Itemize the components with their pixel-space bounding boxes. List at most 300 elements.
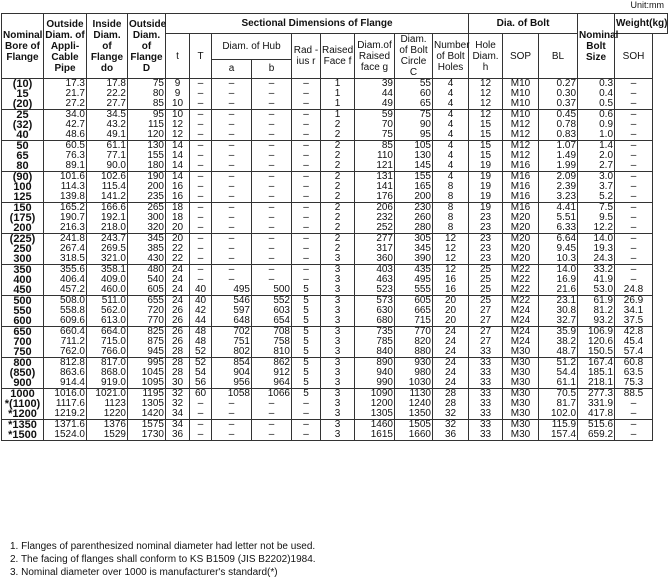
header-nominal-bore: Nominal Bore of Flange xyxy=(2,14,44,79)
table-cell: 18 xyxy=(166,203,190,214)
table-cell: 14 xyxy=(166,161,190,172)
table-cell: 16 xyxy=(166,182,190,192)
table-cell: 0.83 xyxy=(539,130,578,141)
table-cell: 945 xyxy=(128,347,166,358)
table-cell: 105 xyxy=(395,141,433,152)
nominal-bore-cell: 25 xyxy=(2,110,44,121)
table-cell: – xyxy=(615,172,653,183)
table-cell: 4 xyxy=(433,172,469,183)
table-cell: – xyxy=(292,254,321,265)
table-cell: 22.2 xyxy=(87,89,128,99)
table-cell: 95 xyxy=(395,130,433,141)
table-cell: – xyxy=(252,110,292,121)
header-hole-diam: Hole Diam. h xyxy=(469,34,503,79)
table-cell: – xyxy=(212,213,252,223)
nominal-bore-cell: 40 xyxy=(2,130,44,141)
table-cell: – xyxy=(212,430,252,441)
table-cell: M12 xyxy=(503,120,539,130)
table-cell: 36 xyxy=(166,430,190,441)
table-cell: 463 xyxy=(355,275,395,285)
table-cell: 810 xyxy=(252,347,292,358)
table-cell: 17.8 xyxy=(87,79,128,90)
table-cell: 33 xyxy=(469,358,503,369)
table-cell: – xyxy=(292,141,321,152)
table-cell: 5 xyxy=(292,378,321,389)
table-cell: 4 xyxy=(433,110,469,121)
table-cell: 480 xyxy=(128,265,166,276)
table-cell: 75 xyxy=(128,79,166,90)
table-cell: 93.2 xyxy=(578,316,615,327)
nominal-bore-cell: 1000 xyxy=(2,389,44,400)
table-cell: 7.5 xyxy=(578,203,615,214)
table-cell: 16 xyxy=(433,275,469,285)
table-cell: – xyxy=(212,182,252,192)
table-cell: 60 xyxy=(190,389,212,400)
table-cell: 355.6 xyxy=(44,265,87,276)
table-cell: – xyxy=(190,234,212,245)
table-cell: 2.39 xyxy=(539,182,578,192)
table-cell: 130 xyxy=(128,141,166,152)
table-cell: 52 xyxy=(190,347,212,358)
table-cell: 1030 xyxy=(395,378,433,389)
table-cell: 630 xyxy=(355,306,395,316)
table-cell: 44 xyxy=(355,89,395,99)
table-cell: 33 xyxy=(469,368,503,378)
table-cell: – xyxy=(615,223,653,234)
table-cell: 1.4 xyxy=(578,141,615,152)
table-cell: M12 xyxy=(503,130,539,141)
nominal-bore-cell: 300 xyxy=(2,254,44,265)
table-cell: 243.7 xyxy=(87,234,128,245)
table-cell: 33 xyxy=(469,347,503,358)
table-cell: 20 xyxy=(433,296,469,307)
table-cell: – xyxy=(292,182,321,192)
table-cell: 2 xyxy=(321,151,355,161)
table-cell: 9.5 xyxy=(578,213,615,223)
table-cell: – xyxy=(212,79,252,90)
table-cell: 51.2 xyxy=(539,358,578,369)
table-cell: 430 xyxy=(128,254,166,265)
table-cell: 3 xyxy=(321,420,355,431)
table-cell: 914.4 xyxy=(44,378,87,389)
table-cell: 166.6 xyxy=(87,203,128,214)
nominal-bore-cell: *1500 xyxy=(2,430,44,441)
table-cell: 758 xyxy=(252,337,292,347)
table-cell: 9 xyxy=(166,89,190,99)
header-dia-of-bolt: Dia. of Bolt xyxy=(469,14,578,34)
table-cell: 167.4 xyxy=(578,358,615,369)
table-cell: 14.0 xyxy=(578,234,615,245)
table-cell: 3 xyxy=(321,430,355,441)
table-cell: 14.0 xyxy=(539,265,578,276)
table-cell: – xyxy=(252,420,292,431)
table-cell: 403 xyxy=(355,265,395,276)
table-cell: 33 xyxy=(469,409,503,420)
table-cell: 840 xyxy=(355,347,395,358)
table-cell: 24 xyxy=(166,275,190,285)
table-cell: – xyxy=(615,399,653,409)
table-cell: 24.3 xyxy=(578,254,615,265)
table-cell: 24 xyxy=(166,265,190,276)
table-cell: 854 xyxy=(212,358,252,369)
table-cell: 659.2 xyxy=(578,430,615,441)
table-cell: – xyxy=(292,151,321,161)
table-cell: 218.1 xyxy=(578,378,615,389)
table-cell: 75 xyxy=(355,130,395,141)
nominal-bore-cell: 900 xyxy=(2,378,44,389)
table-cell: 130 xyxy=(395,151,433,161)
table-cell: 19.3 xyxy=(578,244,615,254)
table-cell: – xyxy=(615,409,653,420)
table-cell: M16 xyxy=(503,182,539,192)
table-cell: 511.0 xyxy=(87,296,128,307)
table-cell: 4.41 xyxy=(539,203,578,214)
header-outside-diam-flange: Outside Diam. of Flange D xyxy=(128,14,166,79)
table-cell: 27 xyxy=(469,306,503,316)
table-cell: – xyxy=(615,161,653,172)
nominal-bore-cell: 150 xyxy=(2,203,44,214)
table-cell: – xyxy=(615,130,653,141)
table-cell: 5 xyxy=(292,316,321,327)
table-cell: 956 xyxy=(212,378,252,389)
header-hub-b: b xyxy=(252,59,292,78)
table-cell: 155 xyxy=(128,151,166,161)
table-cell: M30 xyxy=(503,399,539,409)
table-cell: 1 xyxy=(321,89,355,99)
table-cell: – xyxy=(292,110,321,121)
table-cell: 708 xyxy=(252,327,292,338)
table-cell: 89.1 xyxy=(44,161,87,172)
table-cell: 176 xyxy=(355,192,395,203)
table-cell: 32.7 xyxy=(539,316,578,327)
table-cell: 1095 xyxy=(128,378,166,389)
table-cell: 61.9 xyxy=(578,296,615,307)
table-cell: 0.37 xyxy=(539,99,578,110)
table-cell: 546 xyxy=(212,296,252,307)
table-cell: 19 xyxy=(469,203,503,214)
table-cell: 1045 xyxy=(128,368,166,378)
table-cell: 1505 xyxy=(395,420,433,431)
table-cell: 115.4 xyxy=(87,182,128,192)
header-inside-diam: Inside Diam. of Flange do xyxy=(87,14,128,79)
table-cell: – xyxy=(252,244,292,254)
table-cell: 28 xyxy=(166,347,190,358)
table-cell: 269.5 xyxy=(87,244,128,254)
table-cell: 500 xyxy=(252,285,292,296)
table-cell: 5.51 xyxy=(539,213,578,223)
table-row xyxy=(2,161,668,172)
table-cell: 655 xyxy=(128,296,166,307)
footnotes xyxy=(10,540,316,579)
table-cell: 321.0 xyxy=(87,254,128,265)
table-cell: M30 xyxy=(503,430,539,441)
table-cell: – xyxy=(212,203,252,214)
table-cell: 34.1 xyxy=(615,306,653,316)
table-cell: 19 xyxy=(469,172,503,183)
table-cell: 980 xyxy=(395,368,433,378)
table-cell: – xyxy=(615,203,653,214)
table-cell: – xyxy=(252,172,292,183)
table-cell: 17.3 xyxy=(44,79,87,90)
table-cell: 2.7 xyxy=(578,161,615,172)
table-cell: – xyxy=(190,244,212,254)
table-cell: – xyxy=(252,192,292,203)
table-cell: 95 xyxy=(128,110,166,121)
table-cell: – xyxy=(190,254,212,265)
table-cell: – xyxy=(252,130,292,141)
table-cell: 35.9 xyxy=(539,327,578,338)
table-cell: 90.0 xyxy=(87,161,128,172)
table-cell: 165 xyxy=(395,182,433,192)
table-cell: M10 xyxy=(503,89,539,99)
table-cell: 1376 xyxy=(87,420,128,431)
table-cell: – xyxy=(292,120,321,130)
table-cell: 185.1 xyxy=(578,368,615,378)
table-cell: 12 xyxy=(433,234,469,245)
table-cell: 3 xyxy=(321,347,355,358)
table-cell: 27 xyxy=(469,337,503,347)
table-cell: 3 xyxy=(321,316,355,327)
table-cell: – xyxy=(190,141,212,152)
table-cell: 36 xyxy=(433,430,469,441)
table-cell: 63.5 xyxy=(615,368,653,378)
table-cell: 0.78 xyxy=(539,120,578,130)
header-nominal-bolt-size: Nominal Bolt Size xyxy=(578,14,615,79)
table-cell: – xyxy=(212,234,252,245)
table-cell: 552 xyxy=(252,296,292,307)
table-cell: 1195 xyxy=(128,389,166,400)
table-cell: – xyxy=(292,79,321,90)
table-cell: 33 xyxy=(469,430,503,441)
table-cell: 3 xyxy=(321,378,355,389)
table-cell: 812.8 xyxy=(44,358,87,369)
table-cell: 4 xyxy=(433,151,469,161)
table-cell: – xyxy=(212,89,252,99)
table-cell: 32 xyxy=(166,389,190,400)
header-outside-diam-pipe: Outside Diam. of Appli-Cable Pipe xyxy=(44,14,87,79)
table-cell: M20 xyxy=(503,254,539,265)
table-cell: 44 xyxy=(190,316,212,327)
table-cell: – xyxy=(292,213,321,223)
table-cell: 409.0 xyxy=(87,275,128,285)
table-cell: 88.5 xyxy=(615,389,653,400)
table-cell: M16 xyxy=(503,172,539,183)
table-cell: – xyxy=(252,89,292,99)
table-cell: 77.1 xyxy=(87,151,128,161)
table-cell: 200 xyxy=(395,192,433,203)
table-cell: 8 xyxy=(433,203,469,214)
table-cell: 70.5 xyxy=(539,389,578,400)
table-cell: 603 xyxy=(252,306,292,316)
table-cell: M24 xyxy=(503,306,539,316)
table-cell: 3 xyxy=(321,265,355,276)
table-cell: 3 xyxy=(321,389,355,400)
table-cell: 862 xyxy=(252,358,292,369)
table-cell: 0.27 xyxy=(539,79,578,90)
table-cell: 41.9 xyxy=(578,275,615,285)
table-cell: 1420 xyxy=(128,409,166,420)
table-cell: 5 xyxy=(292,368,321,378)
table-cell: M20 xyxy=(503,244,539,254)
table-cell: – xyxy=(252,99,292,110)
table-cell: 19 xyxy=(469,182,503,192)
table-cell: 0.5 xyxy=(578,99,615,110)
table-cell: 10.3 xyxy=(539,254,578,265)
nominal-bore-cell: (90) xyxy=(2,172,44,183)
table-cell: 3 xyxy=(321,358,355,369)
nominal-bore-cell: 200 xyxy=(2,223,44,234)
table-cell: 1.49 xyxy=(539,151,578,161)
table-cell: 260 xyxy=(395,213,433,223)
table-cell: 120.6 xyxy=(578,337,615,347)
table-cell: 770 xyxy=(395,327,433,338)
table-cell: 2.09 xyxy=(539,172,578,183)
table-cell: 34.0 xyxy=(44,110,87,121)
table-cell: 5 xyxy=(292,347,321,358)
table-cell: 22 xyxy=(166,244,190,254)
table-cell: 417.8 xyxy=(578,409,615,420)
table-cell: 3.7 xyxy=(578,182,615,192)
table-cell: 5 xyxy=(292,296,321,307)
table-cell: 114.3 xyxy=(44,182,87,192)
table-cell: 1200 xyxy=(355,399,395,409)
table-cell: 331.9 xyxy=(578,399,615,409)
table-cell: 235 xyxy=(128,192,166,203)
header-soh: SOH xyxy=(615,34,653,79)
table-cell: 1730 xyxy=(128,430,166,441)
header-bolt-circle: Diam. of Bolt Circle C xyxy=(395,34,433,79)
table-cell: 23 xyxy=(469,254,503,265)
table-cell: – xyxy=(190,151,212,161)
table-cell: 1350 xyxy=(395,409,433,420)
table-cell: – xyxy=(292,161,321,172)
table-cell: 6.33 xyxy=(539,223,578,234)
table-cell: 15 xyxy=(469,141,503,152)
table-cell: 320 xyxy=(128,223,166,234)
table-cell: 8 xyxy=(433,192,469,203)
table-cell: 665 xyxy=(395,306,433,316)
table-cell: 26 xyxy=(166,316,190,327)
table-cell: 3 xyxy=(321,409,355,420)
table-cell: 14 xyxy=(166,141,190,152)
table-cell: M10 xyxy=(503,99,539,110)
table-cell: 9.45 xyxy=(539,244,578,254)
table-cell: – xyxy=(252,223,292,234)
table-cell: – xyxy=(190,265,212,276)
table-cell: 16 xyxy=(433,285,469,296)
table-cell: – xyxy=(212,275,252,285)
table-cell: 2 xyxy=(321,213,355,223)
table-cell: 863.6 xyxy=(44,368,87,378)
header-bl: BL xyxy=(539,34,578,79)
table-cell: 48 xyxy=(190,327,212,338)
table-row xyxy=(2,409,668,420)
table-cell: 2 xyxy=(321,203,355,214)
table-cell: 70 xyxy=(355,120,395,130)
table-cell: – xyxy=(212,223,252,234)
table-cell: 56 xyxy=(190,378,212,389)
table-cell: 3 xyxy=(321,296,355,307)
table-cell: 605 xyxy=(128,285,166,296)
table-cell: 605 xyxy=(395,296,433,307)
table-cell: 42 xyxy=(190,306,212,316)
table-cell: 20 xyxy=(433,306,469,316)
table-cell: 43.2 xyxy=(87,120,128,130)
table-cell: M20 xyxy=(503,223,539,234)
table-cell: 680 xyxy=(355,316,395,327)
footnote: 3. Nominal diameter over 1000 is manufacturer's standard(*) xyxy=(10,567,278,578)
table-cell: 21.7 xyxy=(44,89,87,99)
table-cell: – xyxy=(212,110,252,121)
table-cell: – xyxy=(615,430,653,441)
table-cell: M30 xyxy=(503,420,539,431)
table-cell: – xyxy=(615,120,653,130)
table-cell: 715 xyxy=(395,316,433,327)
table-cell: 0.6 xyxy=(578,110,615,121)
table-row xyxy=(2,430,668,441)
table-cell: 318.5 xyxy=(44,254,87,265)
table-cell: – xyxy=(212,172,252,183)
table-cell: – xyxy=(292,430,321,441)
footnote: 2. The facing of flanges shall conform to KS B1509 (JIS B2202)1984. xyxy=(10,554,316,565)
table-cell: – xyxy=(190,192,212,203)
nominal-bore-cell: (850) xyxy=(2,368,44,378)
table-cell: 358.1 xyxy=(87,265,128,276)
table-cell: 2 xyxy=(321,192,355,203)
table-cell: M12 xyxy=(503,151,539,161)
table-cell: 120 xyxy=(128,130,166,141)
table-cell: 33 xyxy=(469,399,503,409)
table-cell: 660.4 xyxy=(44,327,87,338)
table-cell: 23.1 xyxy=(539,296,578,307)
table-cell: – xyxy=(252,254,292,265)
table-cell: – xyxy=(190,172,212,183)
table-cell: 15 xyxy=(469,120,503,130)
table-cell: 360 xyxy=(355,254,395,265)
table-cell: 4 xyxy=(433,89,469,99)
table-cell: 0.45 xyxy=(539,110,578,121)
table-cell: 890 xyxy=(355,358,395,369)
table-cell: 457.2 xyxy=(44,285,87,296)
table-cell: 12 xyxy=(469,110,503,121)
table-cell: 20 xyxy=(166,223,190,234)
table-cell: 34 xyxy=(166,420,190,431)
table-cell: 75.3 xyxy=(615,378,653,389)
table-cell: 2 xyxy=(321,234,355,245)
table-cell: 60.5 xyxy=(44,141,87,152)
table-cell: – xyxy=(252,151,292,161)
table-cell: 460.0 xyxy=(87,285,128,296)
table-cell: 654 xyxy=(252,316,292,327)
table-cell: 34.5 xyxy=(87,110,128,121)
table-cell: – xyxy=(190,409,212,420)
table-cell: 15 xyxy=(469,130,503,141)
table-cell: 868.0 xyxy=(87,368,128,378)
table-cell: 24 xyxy=(433,347,469,358)
table-cell: 523 xyxy=(355,285,395,296)
table-cell: 1615 xyxy=(355,430,395,441)
table-cell: – xyxy=(212,399,252,409)
table-cell: 14 xyxy=(166,172,190,183)
nominal-bore-cell: *1350 xyxy=(2,420,44,431)
table-cell: M22 xyxy=(503,285,539,296)
nominal-bore-cell: 550 xyxy=(2,306,44,316)
table-cell: 25 xyxy=(469,275,503,285)
table-cell: 85 xyxy=(355,141,395,152)
header-sectional-dimensions: Sectional Dimensions of Flange xyxy=(166,14,469,34)
table-cell: – xyxy=(212,265,252,276)
table-cell: M22 xyxy=(503,275,539,285)
